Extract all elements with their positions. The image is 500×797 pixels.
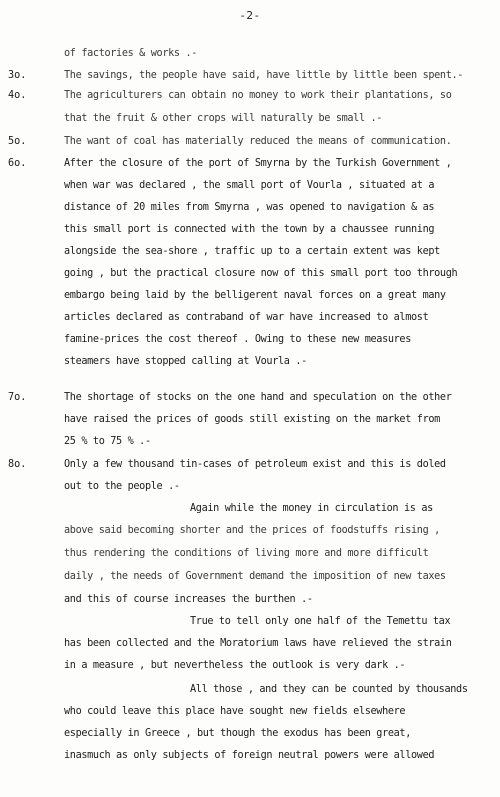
text-line: especially in Greece , but though the exodus has been great,	[64, 728, 412, 739]
text-line: 25 % to 75 % .-	[64, 436, 151, 447]
text-line: Again while the money in circulation is as	[190, 503, 433, 514]
text-line: out to the people .-	[64, 481, 180, 492]
item-marker-8: 8o.	[8, 459, 27, 470]
item-marker-5: 5o.	[8, 136, 27, 147]
text-line: inasmuch as only subjects of foreign neutral powers were allowed	[64, 750, 435, 761]
item-marker-7: 7o.	[8, 392, 27, 403]
text-line: embargo being laid by the belligerent naval forces on a great many	[64, 290, 446, 301]
text-line: and this of course increases the burthen .-	[64, 594, 313, 605]
text-line: when war was declared , the small port of Vourla , situated at a	[64, 180, 435, 191]
text-line: The agriculturers can obtain no money to work their plantations, so	[64, 90, 452, 101]
text-line: in a measure , but nevertheless the outlook is very dark .-	[64, 660, 406, 671]
text-line: thus rendering the conditions of living more and more difficult	[64, 548, 429, 559]
text-line: has been collected and the Moratorium laws have relieved the strain	[64, 638, 452, 649]
text-line: distance of 20 miles from Smyrna , was opened to navigation & as	[64, 202, 435, 213]
text-line: famine-prices the cost thereof . Owing to these new measures	[64, 334, 412, 345]
item-marker-6: 6o.	[8, 158, 27, 169]
text-line: going , but the practical closure now of this small port too through	[64, 268, 458, 279]
text-line: The savings, the people have said, have little by little been spent.-	[64, 70, 464, 81]
text-line: that the fruit & other crops will naturally be small .-	[64, 113, 383, 124]
page-number: -2-	[239, 9, 261, 22]
text-line: this small port is connected with the town by a chaussee running	[64, 224, 435, 235]
text-line: Only a few thousand tin-cases of petroleum exist and this is doled	[64, 459, 446, 470]
text-line: above said becoming shorter and the prices of foodstuffs rising ,	[64, 525, 440, 536]
text-line: of factories & works .-	[64, 48, 198, 59]
text-line: alongside the sea-shore , traffic up to a certain extent was kept	[64, 246, 440, 257]
text-line: The shortage of stocks on the one hand and speculation on the other	[64, 392, 452, 403]
text-line: who could leave this place have sought new fields elsewhere	[64, 706, 406, 717]
text-line: steamers have stopped calling at Vourla .-	[64, 356, 307, 367]
item-marker-4: 4o.	[8, 90, 27, 101]
text-line: daily , the needs of Government demand the imposition of new taxes	[64, 571, 446, 582]
text-line: have raised the prices of goods still existing on the market from	[64, 414, 440, 425]
item-marker-3: 3o.	[8, 70, 27, 81]
text-line: All those , and they can be counted by thousands	[190, 684, 468, 695]
text-line: True to tell only one half of the Temettu tax	[190, 616, 451, 627]
text-line: After the closure of the port of Smyrna by the Turkish Government ,	[64, 158, 452, 169]
text-line: articles declared as contraband of war have increased to almost	[64, 312, 429, 323]
text-line: The want of coal has materially reduced the means of communication.	[64, 136, 452, 147]
